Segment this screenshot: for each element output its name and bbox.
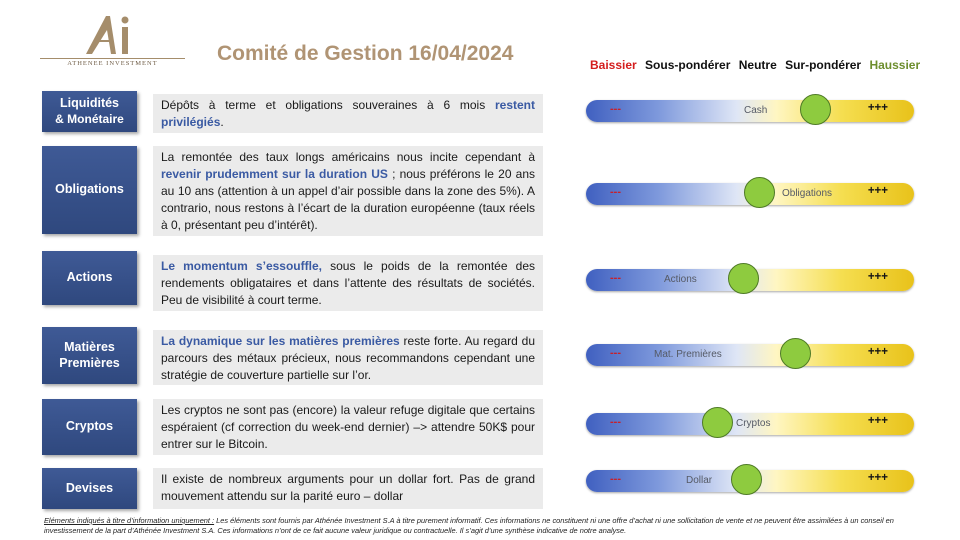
gauge-knob [728, 263, 759, 294]
gauge-label: Dollar [686, 475, 713, 486]
gauge-minus: --- [610, 272, 621, 284]
disclaimer [44, 516, 934, 536]
rating-legend [590, 58, 930, 72]
commentary-highlight: La dynamique sur les matières premières [161, 334, 400, 348]
commentary-highlight: Le momentum s’essouffle, [161, 259, 322, 273]
asset-label-actions [42, 251, 137, 305]
gauge-liquidites [586, 100, 914, 122]
asset-label-liquidites [42, 91, 137, 132]
gauge-knob [702, 407, 733, 438]
legend-bullish: Haussier [869, 58, 921, 72]
legend-neutral: Neutre [738, 58, 777, 72]
asset-commentary-obligations [153, 146, 543, 236]
asset-label-line1: Devises [65, 480, 114, 495]
gauge-label: Actions [664, 274, 697, 285]
disclaimer-body: Les éléments sont fournis par Athénée Investment S.A à titre purement informatif. Ces informations ne constituent ni une offre d’achat ni une sollicitation de vente et ne peuvent être assimilées à un conseil en investissement de la part d’Athénée Investment S.A. Ces informations n’ont de ce fait aucune valeur juridique ou contractuelle. Il s’agit d’une synthèse indicative de notre analyse. [44, 516, 894, 535]
commentary-text: Dépôts à terme et obligations souveraines à 6 mois [161, 98, 495, 112]
asset-label-line1: Matières [64, 339, 115, 354]
gauge-plus: +++ [867, 185, 888, 197]
gauge-plus: +++ [867, 472, 888, 484]
asset-commentary-liquidites [153, 94, 543, 133]
commentary-text: Il existe de nombreux arguments pour un dollar fort. Pas de grand mouvement attendu sur la parité euro – dollar [161, 472, 535, 504]
legend-underweight: Sous-pondérer [645, 58, 731, 72]
asset-label-obligations [42, 146, 137, 234]
gauge-plus: +++ [867, 346, 888, 358]
legend-overweight: Sur-pondérer [785, 58, 862, 72]
asset-label-line1: Actions [66, 270, 113, 285]
gauge-label: Cryptos [736, 418, 771, 429]
asset-commentary-matieres-premieres [153, 330, 543, 385]
asset-label-line2: Premières [59, 355, 120, 370]
gauge-plus: +++ [867, 271, 888, 283]
athenee-ai-monogram-icon [80, 12, 140, 56]
gauge-knob [800, 94, 831, 125]
gauge-cryptos [586, 413, 914, 435]
logo-divider [40, 58, 185, 59]
gauge-knob [780, 338, 811, 369]
asset-commentary-devises [153, 468, 543, 509]
gauge-knob [731, 464, 762, 495]
gauge-plus: +++ [867, 102, 888, 114]
gauge-plus: +++ [867, 415, 888, 427]
gauge-knob [744, 177, 775, 208]
commentary-text: Les cryptos ne sont pas (encore) la valeur refuge digitale que certains espéraient (cf correction du week-end dernier) –> attendre 50K$ pour entrer sur le Bitcoin. [161, 403, 535, 452]
asset-label-line2: & Monétaire [55, 111, 124, 126]
asset-label-matieres-premieres [42, 327, 137, 384]
gauge-minus: --- [610, 347, 621, 359]
asset-label-line1: Cryptos [65, 419, 114, 434]
asset-label-line1: Liquidités [59, 96, 120, 111]
asset-commentary-actions [153, 255, 543, 311]
commentary-highlight: restent privilégiés [161, 98, 535, 130]
legend-bearish: Baissier [590, 58, 637, 72]
commentary-text: sous le poids de la remontée des rendements obligataires et dans l’attente des résultats de sociétés. Peu de visibilité à court terme. [161, 259, 535, 308]
gauge-label: Obligations [782, 188, 833, 199]
gauge-matieres-premieres [586, 344, 914, 366]
gauge-minus: --- [610, 186, 621, 198]
gauge-actions [586, 269, 914, 291]
asset-label-devises [42, 468, 137, 509]
gauge-obligations [586, 183, 914, 205]
gauge-minus: --- [610, 103, 621, 115]
asset-label-line1: Obligations [55, 182, 124, 197]
gauge-minus: --- [610, 473, 621, 485]
commentary-text: La remontée des taux longs américains nous incite cependant à [161, 150, 535, 164]
asset-commentary-cryptos [153, 399, 543, 455]
gauge-devises [586, 470, 914, 492]
gauge-label: Cash [744, 105, 768, 116]
commentary-text: . [220, 115, 224, 130]
gauge-minus: --- [610, 416, 621, 428]
gauge-label: Mat. Premières [654, 349, 722, 360]
disclaimer-lead: Eléments indiqués à titre d’information uniquement : [44, 516, 215, 525]
commentary-highlight: revenir prudemment sur la duration US [161, 167, 388, 182]
commentary-text: ; nous préférons le 20 ans au 10 ans (attention à un appel d’air possible dans la zone des 5%). A contrario, nous restons à l’écart de la duration européenne (taux réels à 0, présentant peu d’intérêt). [161, 167, 536, 233]
page-title: Comité de Gestion 16/04/2024 [217, 42, 514, 65]
commentary-text: reste forte. Au regard du parcours des métaux précieux, nous recommandons cependant une stratégie de couverture partielle sur l’or. [161, 334, 536, 383]
athenee-logo [40, 12, 185, 70]
asset-label-cryptos [42, 399, 137, 455]
brand-name: ATHENEE INVESTMENT [67, 60, 158, 67]
